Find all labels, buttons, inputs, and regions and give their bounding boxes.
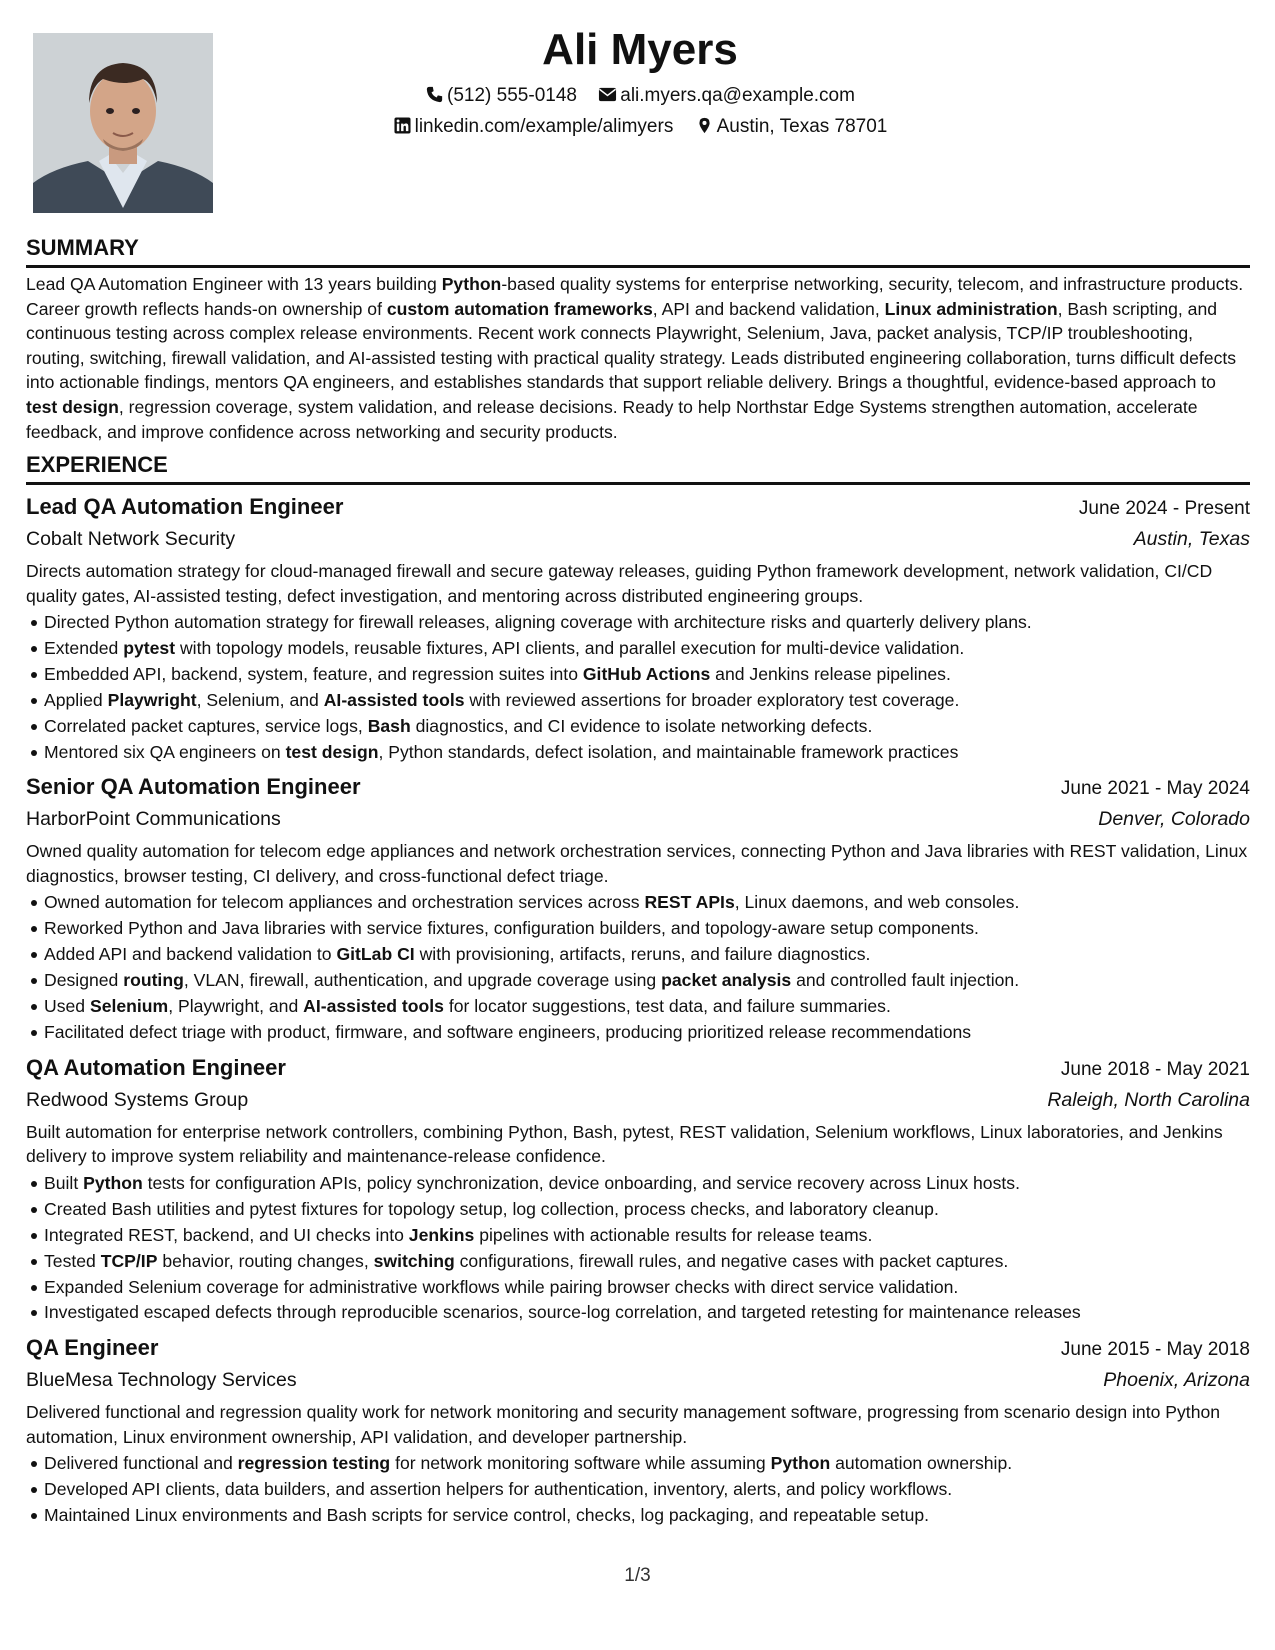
job-company-row (26, 524, 1250, 555)
job-description: Delivered functional and regression quality work for network monitoring and security management software, progressing from scenario design into Python automation, Linux environment ownership, API validation, and developer partnership. (26, 1402, 1221, 1447)
contact-phone (425, 80, 577, 111)
bullet-item (44, 636, 1250, 662)
text-span: Mentored six QA engineers on (44, 741, 286, 762)
experience-section (26, 450, 1250, 1529)
contact-location (695, 111, 888, 142)
job-title: QA Automation Engineer (26, 1054, 286, 1080)
bold-text: pytest (123, 637, 176, 658)
text-span: Embedded API, backend, system, feature, and regression suites into (44, 663, 583, 684)
job-company-row (26, 804, 1250, 835)
text-span: , VLAN, firewall, authentication, and upgrade coverage using (183, 970, 662, 991)
text-span: Maintained Linux environments and Bash scripts for service control, checks, log packaging, and repeatable setup. (44, 1505, 930, 1526)
bold-text: Python (441, 274, 502, 294)
bullet-item (44, 1171, 1250, 1197)
job-bullets (26, 1451, 1250, 1529)
job-dates: June 2021 - May 2024 (1060, 778, 1250, 800)
text-span: diagnostics, and CI evidence to isolate networking defects. (410, 715, 873, 736)
job-location: Austin, Texas (1133, 528, 1250, 550)
bold-text: Selenium (89, 996, 169, 1017)
text-span: Facilitated defect triage with product, firmware, and software engineers, producing prioritized release recommendations (44, 1021, 972, 1042)
company-name: Cobalt Network Security (26, 528, 236, 550)
job-title-row (26, 1052, 1250, 1085)
job-title: QA Engineer (26, 1335, 159, 1361)
bullet-item (44, 688, 1250, 714)
job-location: Phoenix, Arizona (1103, 1369, 1250, 1392)
summary-heading: SUMMARY (26, 233, 1250, 268)
company-name: HarborPoint Communications (26, 808, 281, 831)
bold-text: custom automation frameworks (386, 298, 653, 319)
job-company-row (26, 1085, 1250, 1116)
summary-text (26, 272, 1250, 444)
text-span: for locator suggestions, test data, and failure summaries. (443, 996, 891, 1017)
profile-photo (33, 33, 213, 213)
job-location: Raleigh, North Carolina (1047, 1088, 1250, 1111)
text-span: Directed Python automation strategy for firewall releases, aligning coverage with architecture risks and quarterly delivery plans. (44, 612, 1032, 632)
text-span: behavior, routing changes, (157, 1250, 374, 1271)
text-span: , Python standards, defect isolation, and maintainable framework practices (378, 741, 959, 762)
text-span: , Selenium, and (196, 689, 324, 710)
job-bullets (26, 890, 1250, 1045)
job-description: Directs automation strategy for cloud-managed firewall and secure gateway releases, guiding Python framework development, network validation, CI/CD quality gates, AI-assisted testing, defect investigation, and mentoring across distributed engineering groups. (26, 561, 1213, 606)
job-dates: June 2024 - Present (1078, 498, 1250, 519)
text-span: Developed API clients, data builders, and assertion helpers for authentication, inventory, alerts, and policy workflows. (44, 1479, 953, 1500)
text-span: with reviewed assertions for broader exploratory test coverage. (464, 689, 960, 710)
profile-photo-image (33, 33, 213, 213)
text-span: pipelines with actionable results for release teams. (474, 1224, 873, 1245)
bold-text: regression testing (237, 1453, 391, 1474)
phone-icon (425, 86, 444, 103)
bullet-item (44, 714, 1250, 740)
bold-text: routing (123, 970, 184, 991)
bullet-item (44, 1223, 1250, 1249)
job-bullets (26, 610, 1250, 765)
job-title: Senior QA Automation Engineer (26, 774, 361, 800)
jobs-list (26, 491, 1250, 1529)
job-title-row (26, 771, 1250, 804)
text-span: -based quality systems for enterprise networking, security, telecom, and infrastructure products. Career growth reflects hands-on ownership of (26, 274, 1244, 319)
bold-text: Playwright (107, 689, 197, 710)
job-dates: June 2015 - May 2018 (1060, 1339, 1250, 1361)
candidate-name: Ali Myers (542, 25, 738, 74)
job-description: Owned quality automation for telecom edge appliances and network orchestration services, connecting Python and Java libraries with REST validation, Linux diagnostics, browser testing, CI delivery, and cross-functional defect triage. (26, 841, 1248, 886)
company-name: Redwood Systems Group (26, 1088, 249, 1111)
bullet-item (44, 968, 1250, 994)
bold-text: AI-assisted tools (303, 996, 444, 1017)
job-description: Built automation for enterprise network controllers, combining Python, Bash, pytest, REST validation, Selenium workflows, Linux laboratories, and Jenkins delivery to improve system reliability and maintenance-release confidence. (26, 1121, 1223, 1167)
company-name: BlueMesa Technology Services (26, 1369, 297, 1392)
text-span: tests for configuration APIs, policy synchronization, device onboarding, and service recovery across Linux hosts. (142, 1172, 1020, 1193)
text-span: Extended (44, 637, 124, 658)
job-title-row (26, 1332, 1250, 1365)
text-span: Delivered functional and (44, 1453, 238, 1474)
text-span: Applied (44, 689, 108, 710)
bold-text: GitLab CI (336, 944, 415, 965)
bullet-item (44, 994, 1250, 1020)
resume-header (300, 20, 980, 142)
job-company-row (26, 1365, 1250, 1396)
text-span: Designed (44, 970, 124, 991)
job-entry (26, 771, 1250, 1045)
linkedin-icon (393, 117, 412, 134)
bullet-item (44, 1503, 1250, 1529)
text-span: Correlated packet captures, service logs, (44, 715, 368, 736)
bold-text: test design (26, 396, 119, 417)
bold-text: GitHub Actions (582, 663, 711, 684)
text-span: , Bash scripting, and continuous testing across complex release environments. Recent work connects Playwright, Selenium, Java, packet analysis, TCP/IP troubleshooting, routing, switching, firewall validation, and AI-assisted testing with practical quality strategy. Leads distributed engineering collaboration, turns difficult defects into actionable findings, mentors QA engineers, and establishes standards that support reliable delivery. Brings a thoughtful, evidence-based approach to (26, 298, 1237, 393)
job-title-row (26, 491, 1250, 524)
bold-text: Bash (367, 715, 411, 736)
text-span: configurations, firewall rules, and negative cases with packet captures. (454, 1250, 1009, 1271)
phone-text: (512) 555-0148 (447, 85, 577, 106)
text-span: with provisioning, artifacts, reruns, and failure diagnostics. (414, 944, 871, 965)
text-span: with topology models, reusable fixtures, API clients, and parallel execution for multi-device validation. (175, 637, 965, 658)
contact-linkedin[interactable] (393, 111, 674, 142)
map-pin-icon (695, 117, 714, 134)
bold-text: AI-assisted tools (323, 689, 465, 710)
job-bullets (26, 1171, 1250, 1326)
text-span: and controlled fault injection. (791, 970, 1020, 991)
bullet-item (44, 1275, 1250, 1301)
job-dates: June 2018 - May 2021 (1060, 1058, 1250, 1080)
text-span: Built (44, 1172, 84, 1193)
bullet-item (44, 916, 1250, 942)
bullet-item (44, 942, 1250, 968)
bullet-item (44, 1300, 1250, 1326)
bullet-item (44, 1197, 1250, 1223)
text-span: , API and backend validation, (652, 298, 885, 319)
text-span: Integrated REST, backend, and UI checks into (44, 1224, 409, 1245)
bullet-item (44, 740, 1250, 766)
text-span: Created Bash utilities and pytest fixtures for topology setup, log collection, process checks, and laboratory cleanup. (44, 1198, 939, 1219)
text-span: Lead QA Automation Engineer with 13 years building (26, 274, 442, 294)
text-span: for network monitoring software while assuming (390, 1453, 771, 1474)
bold-text: REST APIs (644, 892, 735, 913)
bullet-item (44, 1451, 1250, 1477)
job-entry (26, 1332, 1250, 1529)
bold-text: test design (285, 741, 379, 762)
bullet-item (44, 1477, 1250, 1503)
text-span: automation ownership. (830, 1453, 1013, 1474)
page-number: 1/3 (624, 1565, 651, 1586)
experience-heading: EXPERIENCE (26, 450, 1250, 485)
bold-text: switching (373, 1250, 455, 1271)
text-span: and Jenkins release pipelines. (710, 663, 951, 684)
contact-line-2 (300, 111, 980, 142)
text-span: Tested (44, 1250, 101, 1271)
linkedin-text[interactable]: linkedin.com/example/alimyers (414, 116, 674, 137)
bullet-item (44, 610, 1250, 636)
bold-text: Linux administration (884, 298, 1058, 319)
location-text: Austin, Texas 78701 (716, 116, 888, 137)
job-entry (26, 1052, 1250, 1326)
job-location: Denver, Colorado (1098, 808, 1250, 831)
bullet-item (44, 662, 1250, 688)
contact-line-1 (300, 80, 980, 111)
bold-text: packet analysis (661, 970, 792, 991)
bold-text: TCP/IP (100, 1250, 158, 1271)
text-span: Owned automation for telecom appliances and orchestration services across (44, 892, 645, 913)
contact-email[interactable] (598, 80, 855, 111)
job-entry (26, 491, 1250, 765)
text-span: Expanded Selenium coverage for administrative workflows while pairing browser checks with direct service validation. (44, 1276, 959, 1297)
text-span: Added API and backend validation to (44, 944, 337, 965)
text-span: Investigated escaped defects through reproducible scenarios, source-log correlation, and targeted retesting for maintenance releases (44, 1302, 1081, 1323)
bullet-item (44, 1020, 1250, 1046)
text-span: Reworked Python and Java libraries with service fixtures, configuration builders, and topology-aware setup components. (44, 918, 979, 939)
summary-section (26, 233, 1250, 444)
email-text[interactable]: ali.myers.qa@example.com (620, 85, 855, 106)
bullet-item (44, 1249, 1250, 1275)
envelope-icon (598, 86, 617, 103)
job-title: Lead QA Automation Engineer (26, 494, 344, 519)
text-span: , regression coverage, system validation, and release decisions. Ready to help Northstar Edge Systems strengthen automation, accelerate feedback, and improve confidence across networking and security products. (26, 396, 1198, 442)
bold-text: Python (83, 1172, 143, 1193)
text-span: , Playwright, and (168, 996, 304, 1017)
bullet-item (44, 890, 1250, 916)
text-span: Used (44, 996, 90, 1017)
bold-text: Python (770, 1453, 831, 1474)
text-span: , Linux daemons, and web consoles. (734, 892, 1020, 913)
bold-text: Jenkins (408, 1224, 475, 1245)
